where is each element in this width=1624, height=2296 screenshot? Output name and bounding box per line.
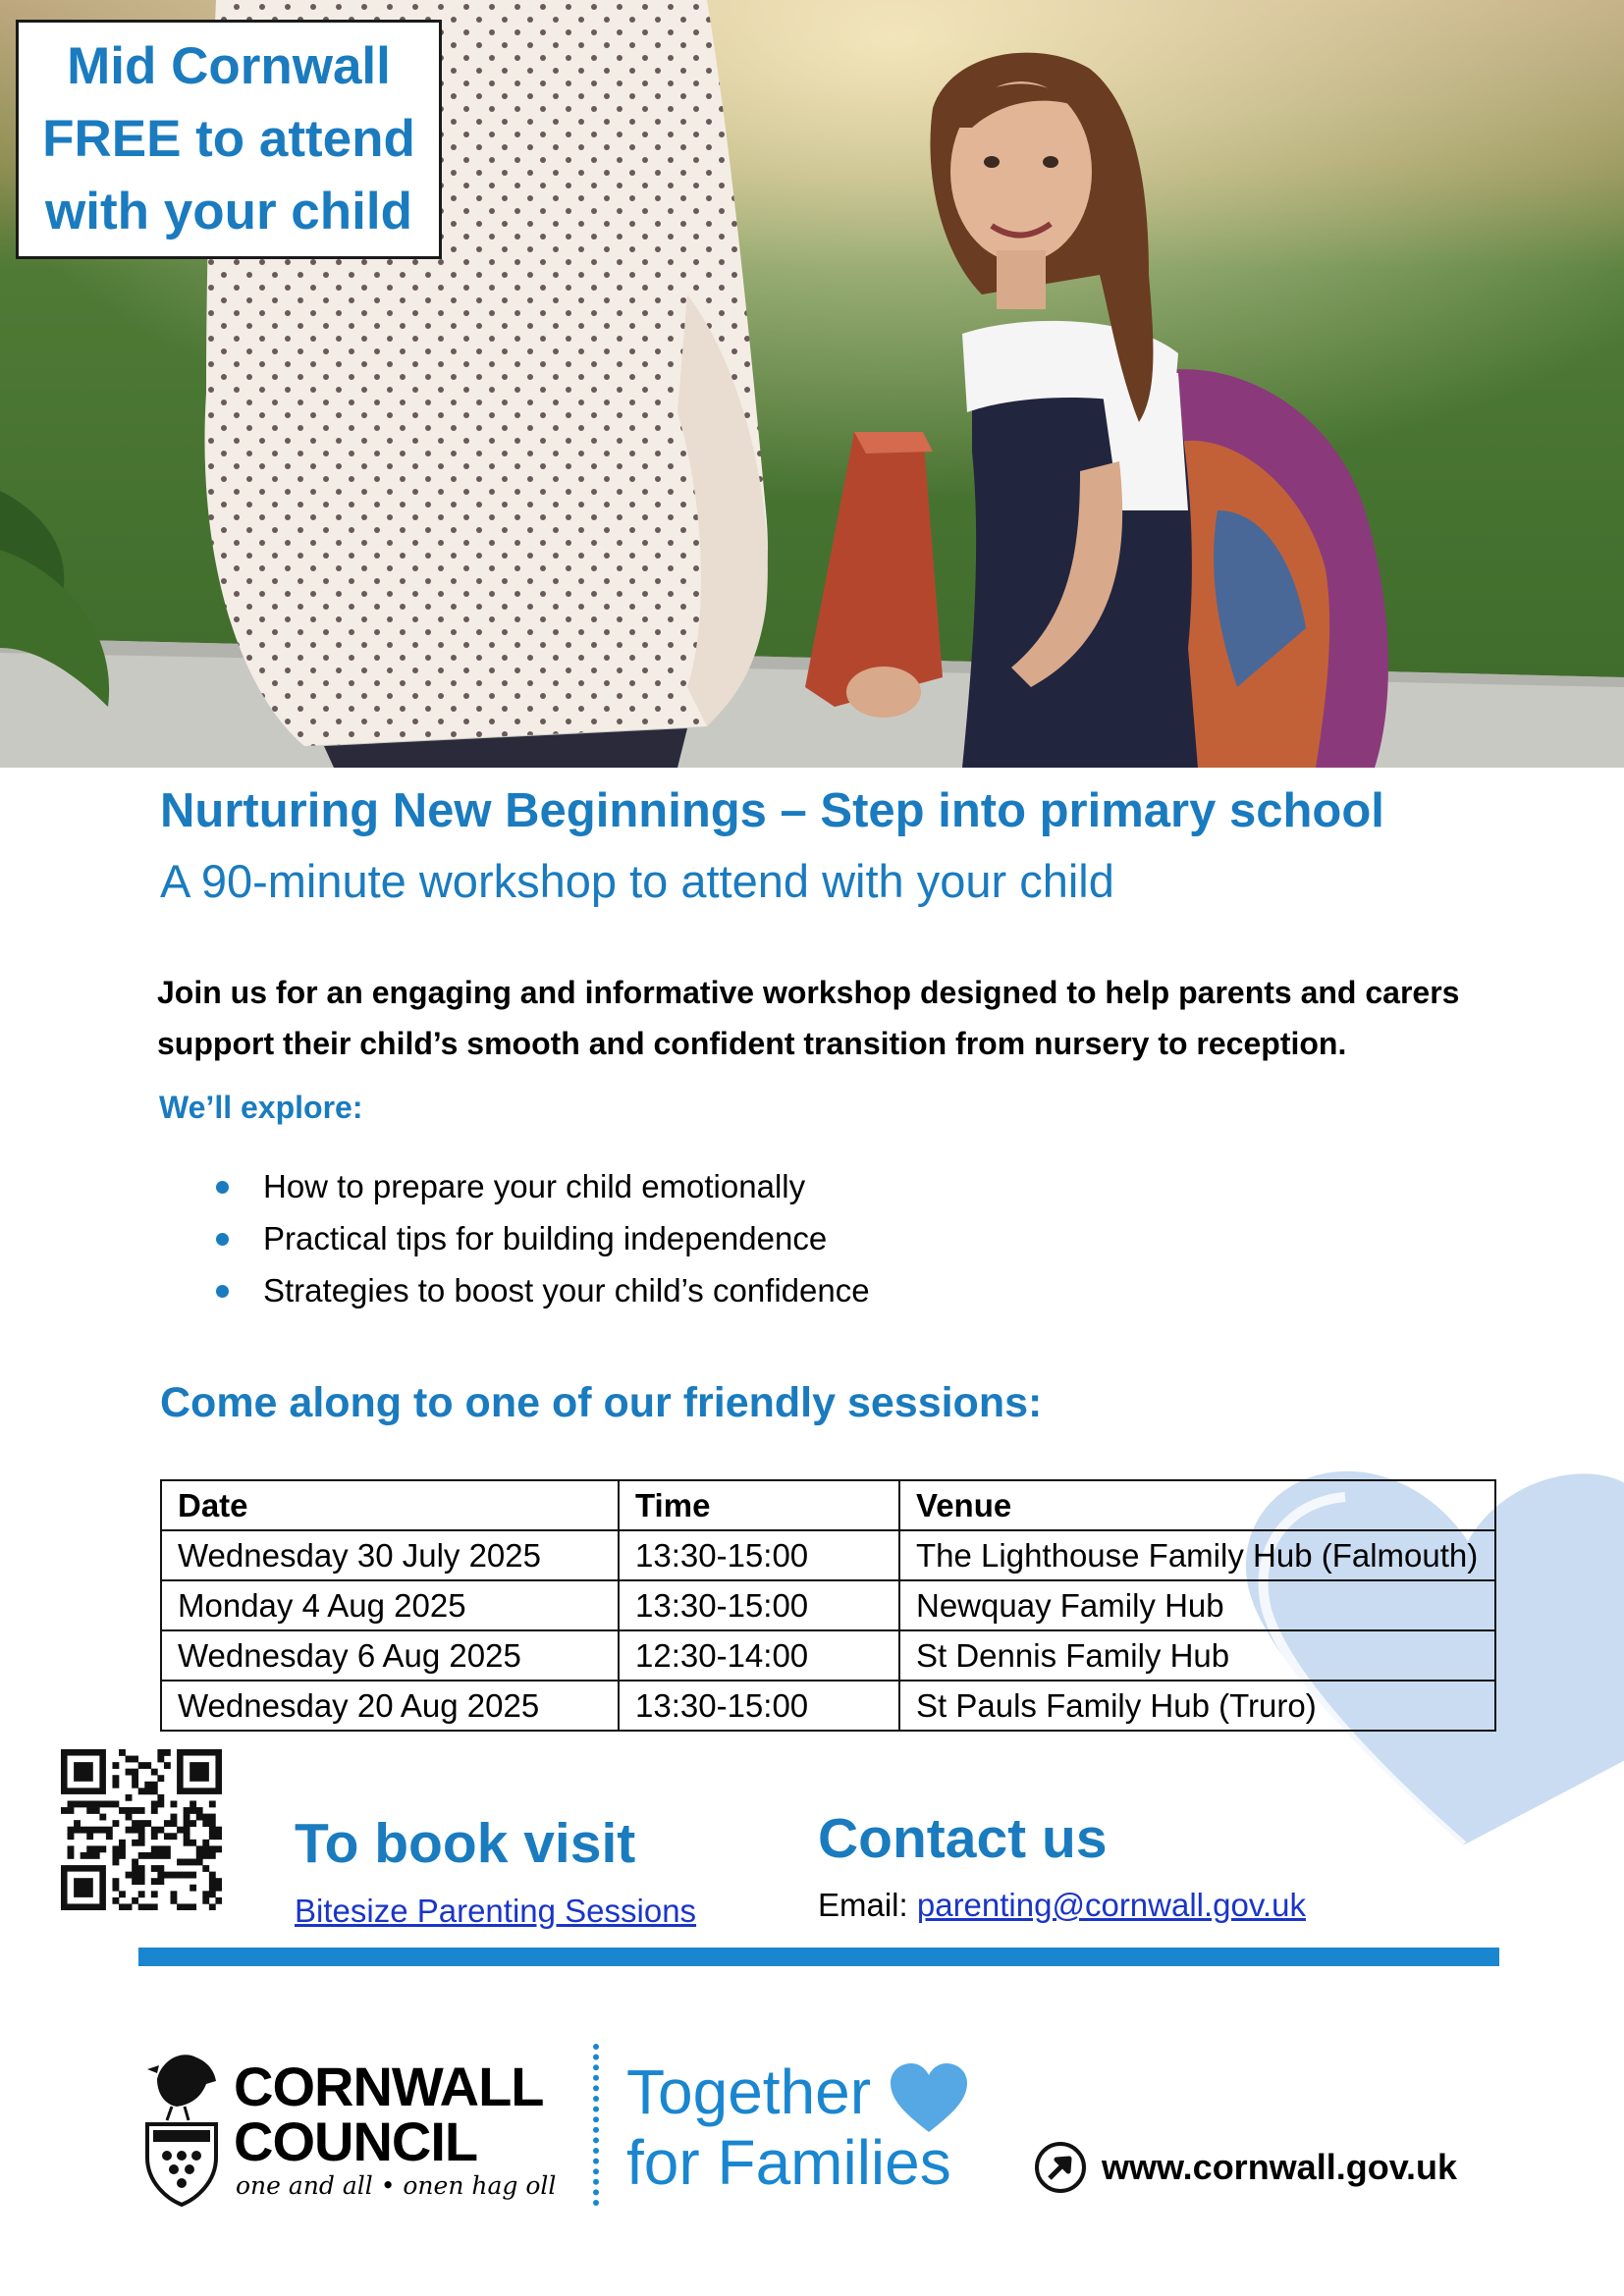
sessions-table <box>160 1479 1496 1732</box>
cell-time: 13:30-15:00 <box>619 1681 899 1731</box>
cell-venue: St Dennis Family Hub <box>899 1630 1495 1681</box>
table-row <box>161 1630 1495 1681</box>
table-row <box>161 1530 1495 1580</box>
table-row <box>161 1580 1495 1630</box>
together-line-1: Together <box>626 2056 872 2127</box>
cell-date: Wednesday 20 Aug 2025 <box>161 1681 619 1731</box>
badge-line-1: Mid Cornwall <box>67 37 391 95</box>
column-header-time: Time <box>619 1480 899 1530</box>
page-subtitle: A 90-minute workshop to attend with your child <box>160 855 1114 907</box>
council-name <box>234 2056 544 2172</box>
council-motto: one and all • onen hag oll <box>236 2171 557 2200</box>
website-link[interactable] <box>1033 2138 1457 2197</box>
cell-time: 12:30-14:00 <box>619 1630 899 1681</box>
cell-time: 13:30-15:00 <box>619 1580 899 1630</box>
list-item: How to prepare your child emotionally <box>206 1160 870 1212</box>
list-item: Strategies to boost your child’s confidence <box>206 1264 870 1316</box>
cell-date: Monday 4 Aug 2025 <box>161 1580 619 1630</box>
council-line-1: CORNWALL <box>234 2056 544 2117</box>
email-row <box>818 1887 1306 1924</box>
email-label: Email: <box>818 1887 908 1923</box>
page-title: Nurturing New Beginnings – Step into primary school <box>160 784 1384 837</box>
council-line-2: COUNCIL <box>234 2110 478 2172</box>
email-link[interactable]: parenting@cornwall.gov.uk <box>916 1887 1306 1923</box>
intro-paragraph: Join us for an engaging and informative workshop designed to help parents and carers support their child’s smooth and confident transition from nursery to reception. <box>157 975 1460 1061</box>
contact-heading: Contact us <box>818 1807 1108 1870</box>
chough-logo-icon <box>137 2040 226 2207</box>
explore-heading: We’ll explore: <box>159 1090 363 1125</box>
cell-date: Wednesday 30 July 2025 <box>161 1530 619 1580</box>
table-row <box>161 1681 1495 1731</box>
divider-bar <box>138 1948 1499 1966</box>
column-header-date: Date <box>161 1480 619 1530</box>
badge-line-3: with your child <box>45 183 412 240</box>
explore-list <box>206 1160 870 1316</box>
arrow-circle-icon <box>1033 2140 1088 2195</box>
qr-code-icon[interactable] <box>61 1749 222 1910</box>
sessions-heading: Come along to one of our friendly sessions: <box>160 1379 1043 1426</box>
cell-venue: St Pauls Family Hub (Truro) <box>899 1681 1495 1731</box>
badge-line-2: FREE to attend <box>42 110 415 168</box>
website-text[interactable]: www.cornwall.gov.uk <box>1102 2147 1458 2187</box>
list-item: Practical tips for building independence <box>206 1212 870 1264</box>
dotted-divider <box>591 2042 601 2209</box>
free-attend-badge <box>16 20 442 259</box>
heart-icon <box>889 2061 969 2134</box>
booking-heading: To book visit <box>295 1812 636 1875</box>
cell-date: Wednesday 6 Aug 2025 <box>161 1630 619 1681</box>
table-header-row <box>161 1480 1495 1530</box>
column-header-venue: Venue <box>899 1480 1495 1530</box>
cell-venue: Newquay Family Hub <box>899 1580 1495 1630</box>
booking-link[interactable]: Bitesize Parenting Sessions <box>295 1893 697 1929</box>
together-line-2: for Families <box>626 2127 951 2198</box>
cell-venue: The Lighthouse Family Hub (Falmouth) <box>899 1530 1495 1580</box>
cell-time: 13:30-15:00 <box>619 1530 899 1580</box>
